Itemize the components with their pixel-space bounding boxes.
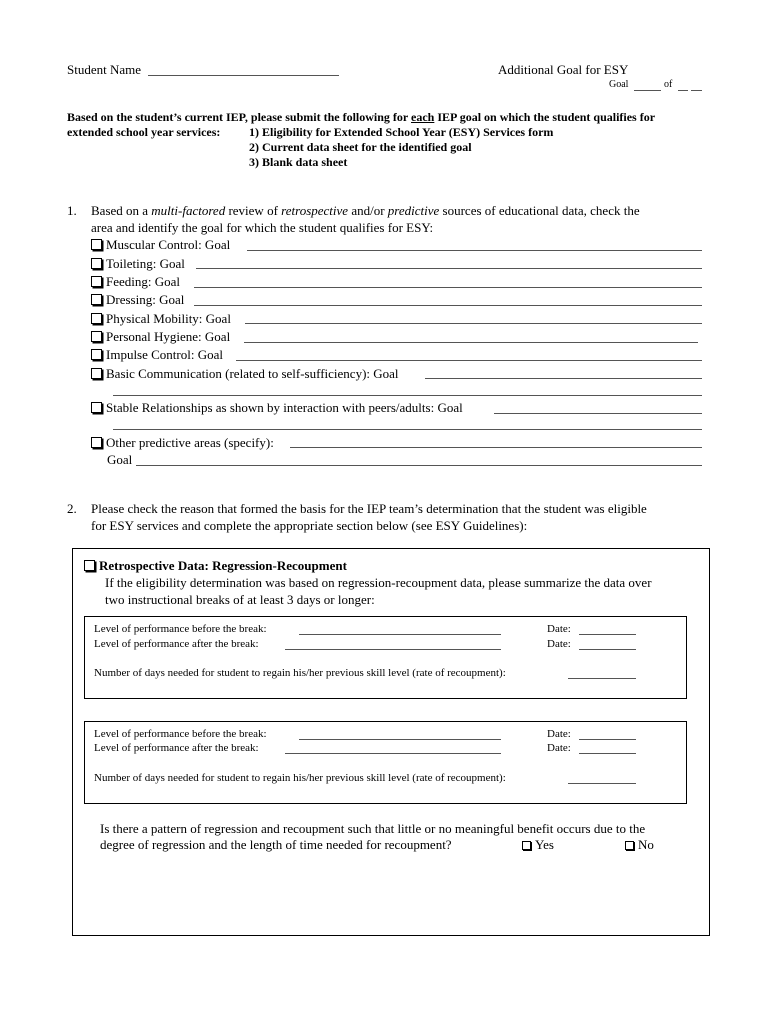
student-name-label: Student Name <box>67 62 142 77</box>
break-1-before-date-label: Date: <box>547 623 571 635</box>
option-other-predictive: Other predictive areas (specify): <box>91 435 274 450</box>
toileting-checkbox[interactable] <box>91 258 102 269</box>
intro-item-2: 2) Current data sheet for the identified goal <box>249 140 472 154</box>
q2-text-line-1: Please check the reason that formed the basis for the IEP team’s determination that the student was eligible <box>91 501 647 516</box>
intro-item-1: 1) Eligibility for Extended School Year (ESY) Services form <box>249 125 554 139</box>
option-basic-communication: Basic Communication (related to self-sufficiency): Goal <box>91 366 399 381</box>
dressing-goal-field[interactable] <box>194 305 702 306</box>
feeding-goal-field[interactable] <box>194 287 702 288</box>
basic-communication-goal-field-2[interactable] <box>113 395 702 396</box>
other-predictive-specify-field[interactable] <box>290 447 702 448</box>
other-goal-field[interactable] <box>136 465 702 466</box>
break-1-before-date-field[interactable] <box>579 634 636 635</box>
break-2-before-field[interactable] <box>299 739 501 740</box>
basic-communication-checkbox[interactable] <box>91 368 102 379</box>
break-2-before-date-field[interactable] <box>579 739 636 740</box>
physical-mobility-goal-field[interactable] <box>245 323 702 324</box>
goal-number-field[interactable] <box>634 90 661 91</box>
form-title: Additional Goal for ESY <box>498 62 629 77</box>
break-1-after-date-label: Date: <box>547 638 571 650</box>
option-physical-mobility: Physical Mobility: Goal <box>91 311 231 326</box>
q1-text-line-2: area and identify the goal for which the student qualifies for ESY: <box>91 220 434 235</box>
stable-relationships-goal-field-2[interactable] <box>113 429 702 430</box>
option-impulse-control: Impulse Control: Goal <box>91 347 223 362</box>
pattern-yes-option: Yes <box>522 837 554 852</box>
muscular-control-goal-field[interactable] <box>247 250 702 251</box>
student-name-field[interactable] <box>148 75 339 76</box>
pattern-question-line-1: Is there a pattern of regression and recoupment such that little or no meaningful benefit occurs due to the <box>100 821 646 836</box>
pattern-no-option: No <box>625 837 654 852</box>
break-2-before-date-label: Date: <box>547 728 571 740</box>
option-dressing: Dressing: Goal <box>91 292 184 307</box>
pattern-question-line-2: degree of regression and the length of time needed for recoupment? <box>100 837 452 852</box>
option-stable-relationships: Stable Relationships as shown by interaction with peers/adults: Goal <box>91 400 463 415</box>
intro-line-1: Based on the student’s current IEP, please submit the following for each IEP goal on which the student qualifies for <box>67 110 656 124</box>
retrospective-checkbox[interactable] <box>84 560 95 571</box>
q2-text-line-2: for ESY services and complete the appropriate section below (see ESY Guidelines): <box>91 518 528 533</box>
pattern-no-checkbox[interactable] <box>625 841 634 850</box>
break-1-after-label: Level of performance after the break: <box>94 638 259 650</box>
break-1-days-field[interactable] <box>568 678 636 679</box>
pattern-yes-checkbox[interactable] <box>522 841 531 850</box>
q1-text-line-1: Based on a multi-factored review of retrospective and/or predictive sources of educational data, check the <box>91 203 640 218</box>
q2-number: 2. <box>67 501 77 516</box>
other-predictive-checkbox[interactable] <box>91 437 102 448</box>
stable-relationships-checkbox[interactable] <box>91 402 102 413</box>
intro-item-3: 3) Blank data sheet <box>249 155 348 169</box>
break-1-days-label: Number of days needed for student to regain his/her previous skill level (rate of recoupment): <box>94 667 506 679</box>
impulse-control-goal-field[interactable] <box>236 360 702 361</box>
break-1-before-label: Level of performance before the break: <box>94 623 267 635</box>
break-2-days-label: Number of days needed for student to regain his/her previous skill level (rate of recoupment): <box>94 772 506 784</box>
option-toileting: Toileting: Goal <box>91 256 185 271</box>
break-2-after-field[interactable] <box>285 753 501 754</box>
option-muscular-control: Muscular Control: Goal <box>91 237 230 252</box>
break-2-after-date-label: Date: <box>547 742 571 754</box>
feeding-checkbox[interactable] <box>91 276 102 287</box>
muscular-control-checkbox[interactable] <box>91 239 102 250</box>
retrospective-desc-1: If the eligibility determination was based on regression-recoupment data, please summarize the data over <box>105 575 652 590</box>
stable-relationships-goal-field[interactable] <box>494 413 702 414</box>
intro-line-2-lead: extended school year services: <box>67 125 221 139</box>
basic-communication-goal-field[interactable] <box>425 378 702 379</box>
option-feeding: Feeding: Goal <box>91 274 180 289</box>
break-2-before-label: Level of performance before the break: <box>94 728 267 740</box>
break-2-after-label: Level of performance after the break: <box>94 742 259 754</box>
physical-mobility-checkbox[interactable] <box>91 313 102 324</box>
break-1-after-date-field[interactable] <box>579 649 636 650</box>
goal-total-field-a[interactable] <box>678 90 688 91</box>
goal-total-field-b[interactable] <box>691 90 702 91</box>
personal-hygiene-goal-field[interactable] <box>244 342 698 343</box>
personal-hygiene-checkbox[interactable] <box>91 331 102 342</box>
retrospective-desc-2: two instructional breaks of at least 3 days or longer: <box>105 592 375 607</box>
toileting-goal-field[interactable] <box>196 268 702 269</box>
retrospective-title: Retrospective Data: Regression-Recoupment <box>84 558 347 573</box>
q1-number: 1. <box>67 203 77 218</box>
break-1-before-field[interactable] <box>299 634 501 635</box>
break-1-after-field[interactable] <box>285 649 501 650</box>
break-2-days-field[interactable] <box>568 783 636 784</box>
option-personal-hygiene: Personal Hygiene: Goal <box>91 329 230 344</box>
goal-of-label: of <box>664 79 673 90</box>
impulse-control-checkbox[interactable] <box>91 349 102 360</box>
goal-number-label: Goal <box>609 79 629 90</box>
dressing-checkbox[interactable] <box>91 294 102 305</box>
other-goal-label: Goal <box>107 452 133 467</box>
break-2-after-date-field[interactable] <box>579 753 636 754</box>
